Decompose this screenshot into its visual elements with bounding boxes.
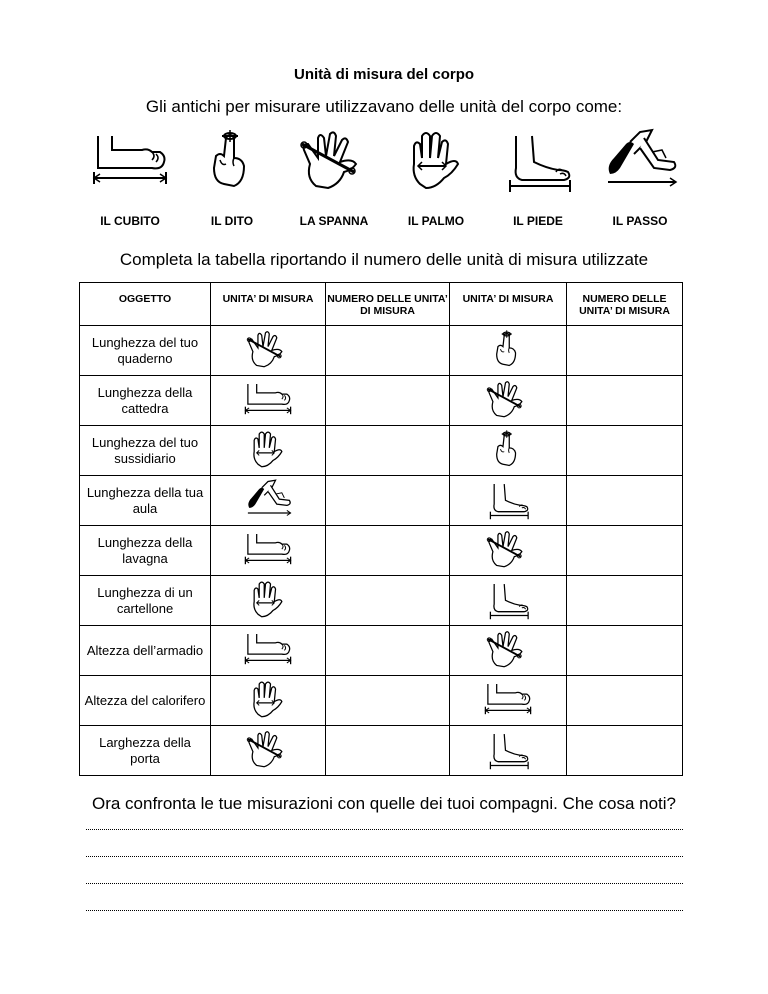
span-icon xyxy=(477,379,539,423)
unit-span xyxy=(284,128,384,238)
palm-icon xyxy=(237,429,299,473)
count-input-cell[interactable] xyxy=(326,576,450,626)
header-object: OGGETTO xyxy=(80,283,211,326)
unit-cell xyxy=(450,676,567,726)
count-input-cell[interactable] xyxy=(567,326,683,376)
unit-cell xyxy=(450,626,567,676)
unit-cell xyxy=(211,326,326,376)
table-row xyxy=(80,476,683,526)
cubit-icon xyxy=(477,679,539,723)
question: Ora confronta le tue misurazioni con quelle dei tuoi compagni. Che cosa noti? xyxy=(91,794,676,813)
palm-icon xyxy=(237,579,299,623)
unit-cell xyxy=(450,476,567,526)
span-icon xyxy=(477,629,539,673)
unit-cell xyxy=(211,526,326,576)
cubit-icon xyxy=(237,529,299,573)
foot-icon xyxy=(477,479,539,523)
header-unit-2: UNITA’ DI MISURA xyxy=(450,283,567,326)
object-cell: Altezza del calorifero xyxy=(80,676,211,726)
unit-cell xyxy=(450,426,567,476)
unit-step xyxy=(590,128,690,238)
unit-cell xyxy=(211,676,326,726)
finger-icon xyxy=(192,128,272,198)
answer-line[interactable] xyxy=(86,829,683,830)
header-count-1: NUMERO DELLE UNITA’ DI MISURA xyxy=(326,283,450,326)
span-icon xyxy=(477,529,539,573)
count-input-cell[interactable] xyxy=(567,676,683,726)
table-row xyxy=(80,626,683,676)
palm-icon xyxy=(396,128,476,198)
cubit-icon xyxy=(237,379,299,423)
count-input-cell[interactable] xyxy=(567,476,683,526)
count-input-cell[interactable] xyxy=(567,626,683,676)
count-input-cell[interactable] xyxy=(326,676,450,726)
header-count-2: NUMERO DELLE UNITA’ DI MISURA xyxy=(567,283,683,326)
units-row xyxy=(80,128,690,238)
unit-label: IL CUBITO xyxy=(100,214,160,228)
page-title: Unità di misura del corpo xyxy=(293,66,475,83)
count-input-cell[interactable] xyxy=(326,526,450,576)
unit-cell xyxy=(211,576,326,626)
object-cell: Lunghezza del tuo quaderno xyxy=(80,326,211,376)
unit-cell xyxy=(211,726,326,776)
foot-icon xyxy=(477,579,539,623)
cubit-icon xyxy=(237,629,299,673)
table-row xyxy=(80,426,683,476)
instruction: Completa la tabella riportando il numero delle unità di misura utilizzate xyxy=(119,250,649,269)
finger-icon xyxy=(477,429,539,473)
unit-label: IL PASSO xyxy=(612,214,668,228)
object-cell: Lunghezza della cattedra xyxy=(80,376,211,426)
foot-icon xyxy=(477,729,539,773)
unit-palm xyxy=(386,128,486,238)
unit-cubit xyxy=(80,128,180,238)
table-row xyxy=(80,326,683,376)
unit-cell xyxy=(211,626,326,676)
object-cell: Larghezza della porta xyxy=(80,726,211,776)
unit-cell xyxy=(450,726,567,776)
unit-cell xyxy=(211,426,326,476)
count-input-cell[interactable] xyxy=(326,326,450,376)
unit-foot xyxy=(488,128,588,238)
object-cell: Altezza dell’armadio xyxy=(80,626,211,676)
step-icon xyxy=(237,479,299,523)
foot-icon xyxy=(498,128,578,198)
unit-label: IL PALMO xyxy=(407,214,465,228)
table-row xyxy=(80,526,683,576)
count-input-cell[interactable] xyxy=(326,626,450,676)
step-icon xyxy=(600,128,680,198)
cubit-icon xyxy=(90,128,170,198)
finger-icon xyxy=(477,329,539,373)
span-icon xyxy=(237,729,299,773)
table-row xyxy=(80,676,683,726)
unit-finger xyxy=(182,128,282,238)
count-input-cell[interactable] xyxy=(326,476,450,526)
span-icon xyxy=(294,128,374,198)
object-cell: Lunghezza del tuo sussidiario xyxy=(80,426,211,476)
object-cell: Lunghezza della lavagna xyxy=(80,526,211,576)
count-input-cell[interactable] xyxy=(567,576,683,626)
palm-icon xyxy=(237,679,299,723)
answer-line[interactable] xyxy=(86,856,683,857)
unit-cell xyxy=(450,576,567,626)
object-cell: Lunghezza di un cartellone xyxy=(80,576,211,626)
span-icon xyxy=(237,329,299,373)
answer-line[interactable] xyxy=(86,883,683,884)
unit-label: LA SPANNA xyxy=(299,214,369,228)
unit-cell xyxy=(211,376,326,426)
count-input-cell[interactable] xyxy=(567,526,683,576)
table-row xyxy=(80,726,683,776)
table-header-row xyxy=(80,283,683,326)
count-input-cell[interactable] xyxy=(326,726,450,776)
count-input-cell[interactable] xyxy=(567,376,683,426)
unit-cell xyxy=(211,476,326,526)
header-unit-1: UNITA’ DI MISURA xyxy=(211,283,326,326)
table-row xyxy=(80,576,683,626)
count-input-cell[interactable] xyxy=(326,376,450,426)
answer-line[interactable] xyxy=(86,910,683,911)
unit-label: IL DITO xyxy=(210,214,254,228)
unit-cell xyxy=(450,376,567,426)
count-input-cell[interactable] xyxy=(567,426,683,476)
count-input-cell[interactable] xyxy=(567,726,683,776)
unit-cell xyxy=(450,326,567,376)
measurement-table xyxy=(79,282,683,776)
page-subtitle: Gli antichi per misurare utilizzavano delle unità del corpo come: xyxy=(145,97,623,116)
unit-label: IL PIEDE xyxy=(513,214,563,228)
object-cell: Lunghezza della tua aula xyxy=(80,476,211,526)
table-row xyxy=(80,376,683,426)
count-input-cell[interactable] xyxy=(326,426,450,476)
unit-cell xyxy=(450,526,567,576)
